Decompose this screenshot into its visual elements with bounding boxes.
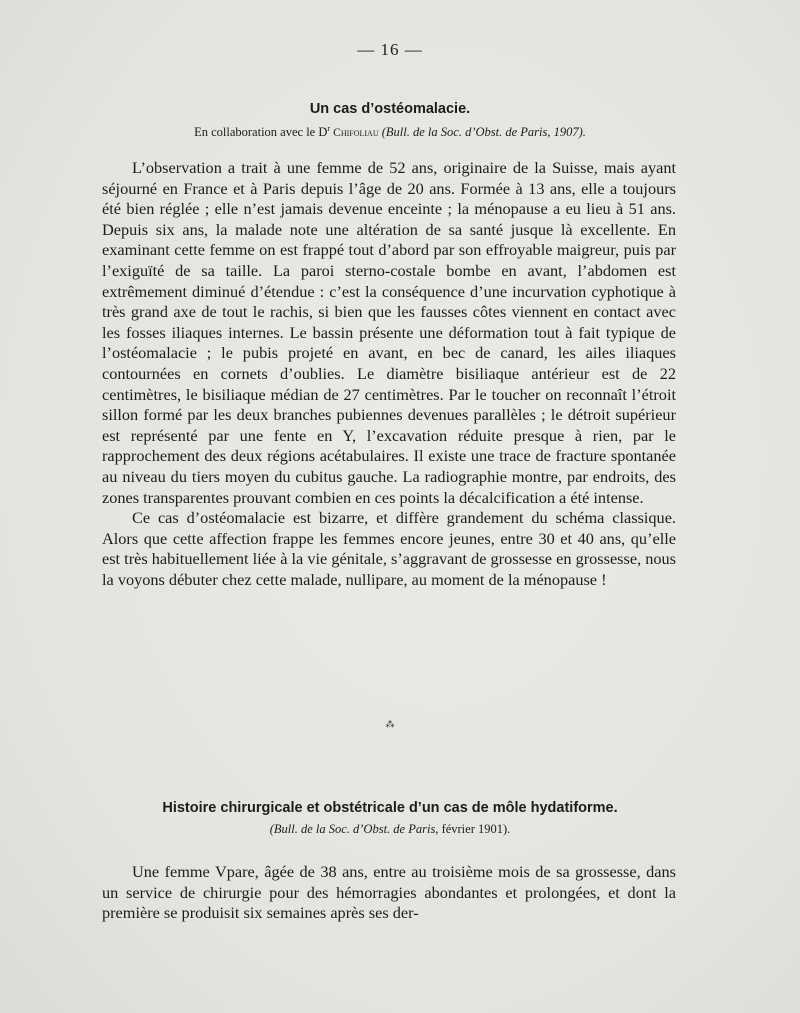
article1-body	[102, 158, 676, 590]
article2-ref-journal: (Bull. de la Soc. d’Obst. de Paris,	[269, 822, 439, 836]
article2-body	[102, 862, 676, 924]
article-title-mole-hydatiforme: Histoire chirurgicale et obstétricale d’un cas de môle hydatiforme.	[162, 800, 618, 816]
collab-prefix: En collaboration avec le D	[194, 125, 328, 140]
article2-reference	[0, 822, 780, 837]
article2-ref-date: février 1901).	[441, 822, 511, 836]
collab-name: Chifoliau	[333, 127, 379, 140]
article1-paragraph-2: Ce cas d’ostéomalacie est bizarre, et diffère grandement du schéma classique. Alors que cette affection frappe les femmes encore jeunes, entre 30 et 40 ans, qu’elle est très habituellement liée à la vie génitale, s’aggravant de grossesse en grossesse, nous la voyons débuter chez cette malade, nullipare, au moment de la ménopause !	[102, 508, 676, 589]
collab-sup: r	[327, 124, 331, 133]
page-number: — 16 —	[357, 40, 423, 59]
article2-paragraph-1: Une femme Vpare, âgée de 38 ans, entre au troisième mois de sa grossesse, dans un service de chirurgie pour des hémorragies abondantes et prolongées, et dont la première se produisit six semaines après ses der-	[102, 862, 676, 923]
section-separator-asterism: ⁂	[385, 720, 395, 730]
article1-paragraph-1: L’observation a trait à une femme de 52 ans, originaire de la Suisse, mais ayant séjourné en France et à Paris depuis l’âge de 20 ans. Formée à 13 ans, elle a toujours été bien réglée ; elle n’est jamais devenue enceinte ; la ménopause a eu lieu à 51 ans. Depuis six ans, la malade note une altération de sa santé jusque là excellente. En examinant cette femme on est frappé tout d’abord par son effroyable maigreur, puis par l’exiguïté de sa taille. La paroi sterno-costale bombe en avant, l’abdomen est extrêmement diminué d’étendue : c’est la conséquence d’une incurvation cyphotique à très grand axe de tout le rachis, si bien que les fausses côtes viennent en contact avec les fosses iliaques internes. Le bassin présente une déformation tout à fait typique de l’ostéomalacie ; le pubis projeté en avant, en bec de canard, les ailes iliaques contournées en cornets d’oublies. Le diamètre bisiliaque antérieur est de 22 centimètres, le bisiliaque médian de 27 centimètres. Par le toucher on reconnaît l’étroit sillon formé par les deux branches pubiennes devenues parallèles ; le détroit supérieur est représenté par une fente en Y, l’excavation réduite presque à rien, par le rapprochement des deux régions acétabulaires. Il existe une trace de fracture spontanée au niveau du tiers moyen du cubitus gauche. La radiographie montre, par endroits, des zones transparentes prouvant combien en ces points la décalcification a été intense.	[102, 158, 676, 507]
article-collaboration-note	[0, 124, 780, 140]
collab-reference: (Bull. de la Soc. d’Obst. de Paris, 1907).	[381, 125, 586, 140]
article-title-osteomalacie: Un cas d’ostéomalacie.	[309, 101, 471, 117]
